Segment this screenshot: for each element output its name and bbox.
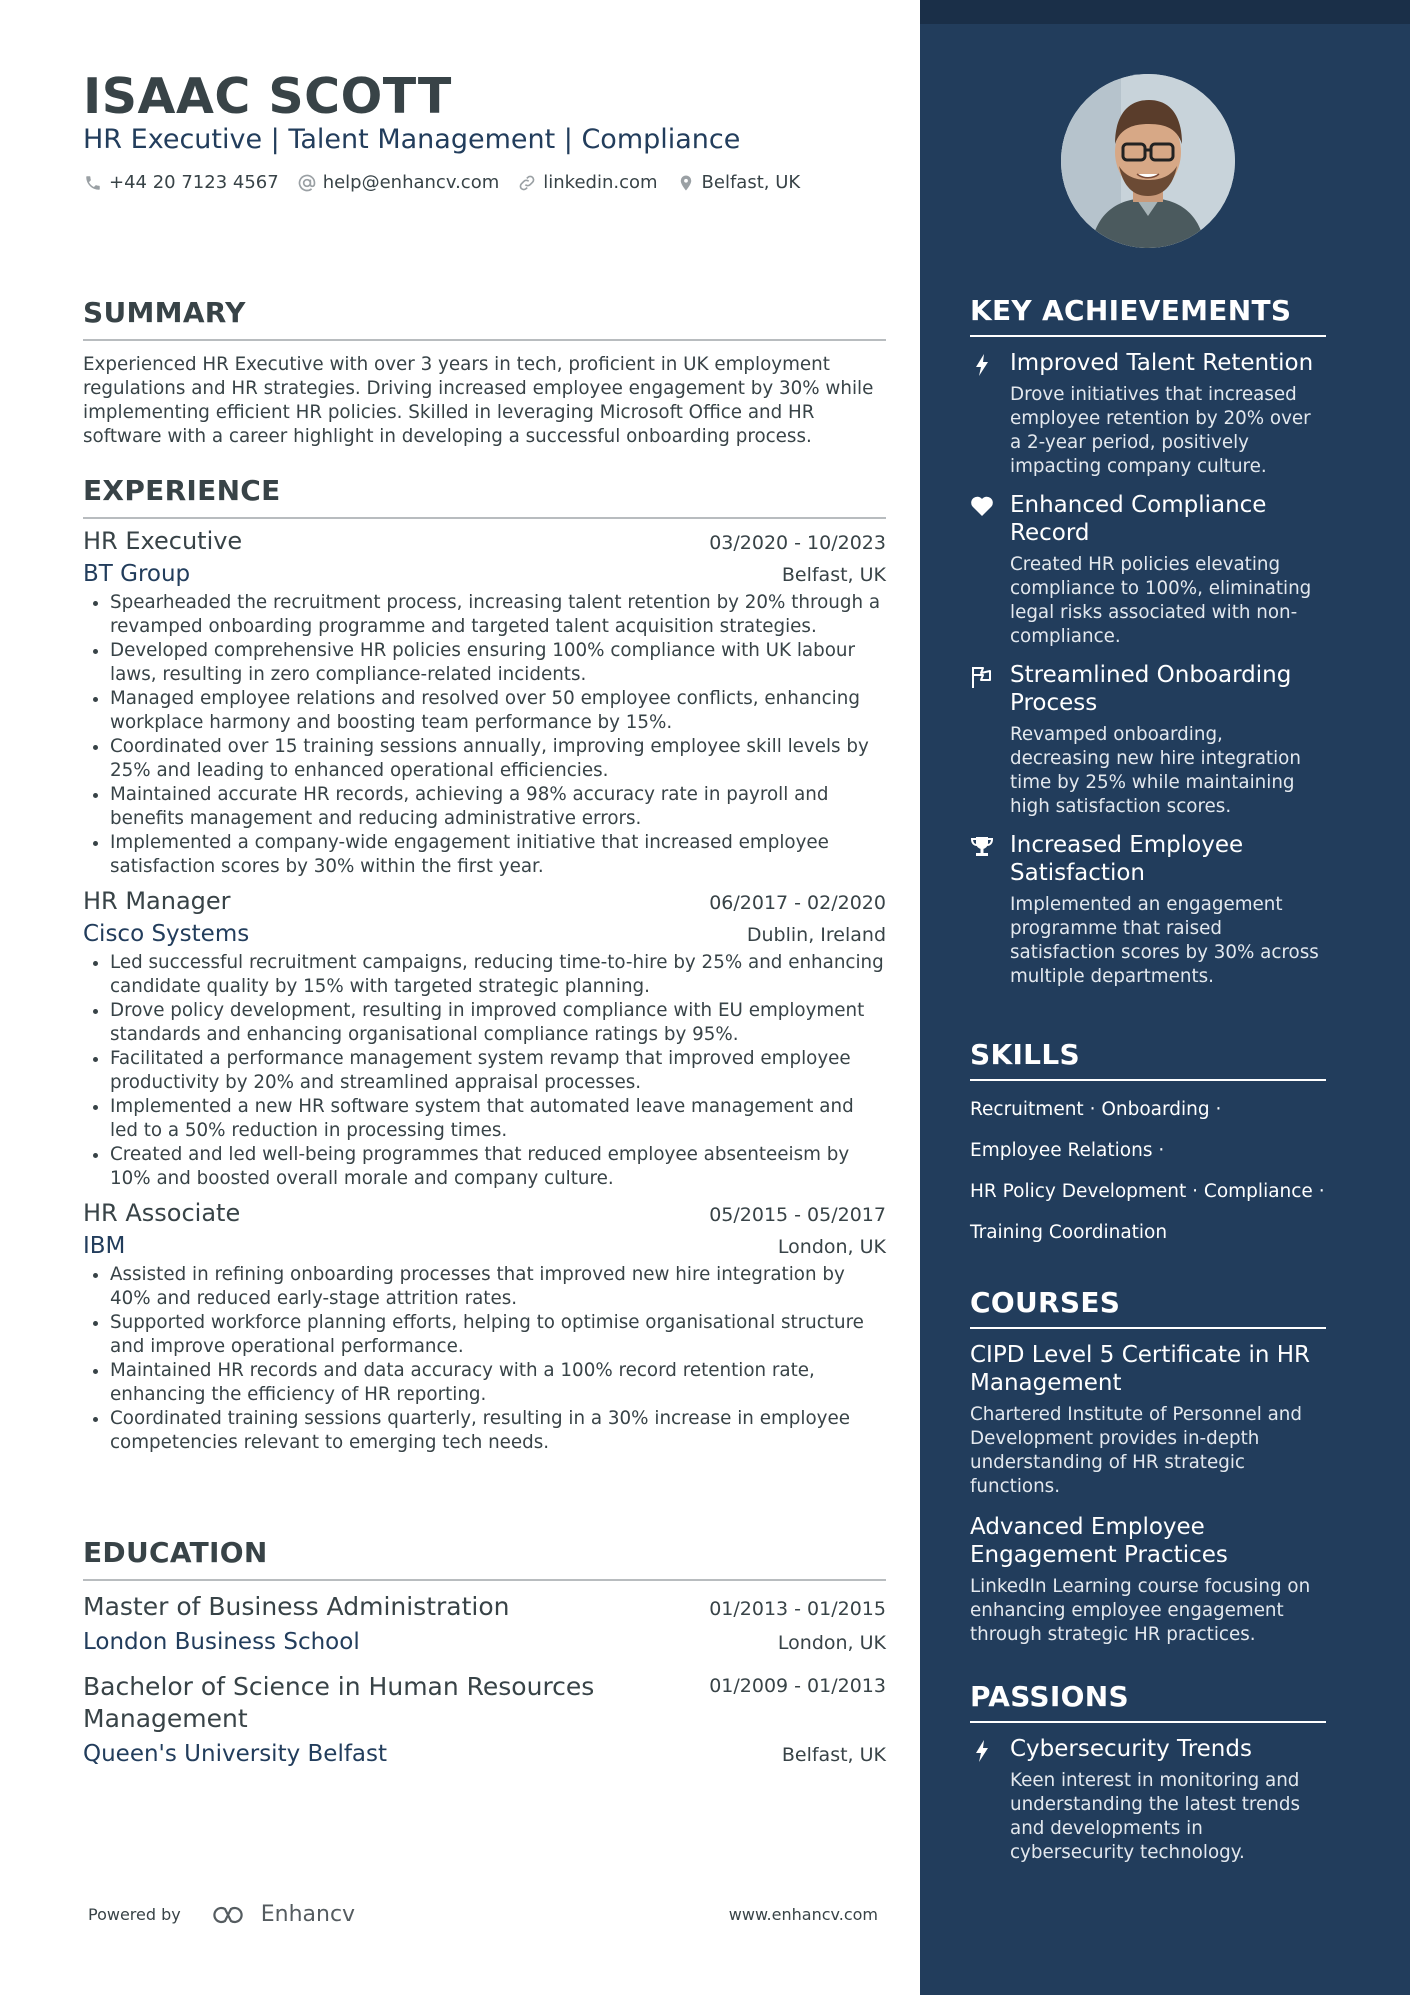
contact-email[interactable] <box>297 172 500 193</box>
edu-dates: 01/2009 - 01/2013 <box>709 1675 886 1697</box>
job-entry <box>83 887 886 1191</box>
education-title: EDUCATION <box>83 1536 886 1581</box>
bullet: • Facilitated a performance management system revamp that improved employee productivity by 20% and streamlined appraisal processes. <box>110 1047 886 1095</box>
job-location: London, UK <box>777 1236 886 1258</box>
skills-line: HR Policy Development · Compliance · <box>970 1181 1325 1202</box>
course-desc: Chartered Institute of Personnel and Development provides in-depth understanding of HR strategic functions. <box>970 1404 1302 1497</box>
bullet: • Assisted in refining onboarding processes that improved new hire integration by 40% and reduced early-stage attrition rates. <box>110 1263 886 1311</box>
education-entry <box>83 1591 886 1655</box>
job-dates: 06/2017 - 02/2020 <box>709 892 886 914</box>
course-desc: LinkedIn Learning course focusing on enhancing employee engagement through strategic HR practices. <box>970 1576 1311 1645</box>
phone-text: +44 20 7123 4567 <box>109 172 279 193</box>
contact-linkedin[interactable] <box>517 172 657 193</box>
education-section <box>83 1536 886 1767</box>
school: London Business School <box>83 1629 360 1655</box>
achievement-desc: Drove initiatives that increased employee retention by 20% over a 2-year period, positively impacting company culture. <box>1010 384 1311 477</box>
school: Queen's University Belfast <box>83 1741 388 1767</box>
powered-by <box>88 1902 355 1927</box>
course-item <box>970 1341 1326 1499</box>
courses-title: COURSES <box>970 1286 1326 1329</box>
edu-location: Belfast, UK <box>781 1744 886 1766</box>
achievement-desc: Implemented an engagement programme that raised satisfaction scores by 30% across multiple departments. <box>1010 894 1319 987</box>
job-company: IBM <box>83 1233 126 1259</box>
job-location: Belfast, UK <box>781 564 886 586</box>
achievement-title: Streamlined Onboarding Process <box>1010 662 1292 716</box>
achievements-section <box>970 294 1326 989</box>
job-company: Cisco Systems <box>83 921 250 947</box>
achievements-title: KEY ACHIEVEMENTS <box>970 294 1326 337</box>
bullet: • Implemented a company-wide engagement initiative that increased employee satisfaction scores by 30% within the first year. <box>110 831 886 879</box>
passion-title: Cybersecurity Trends <box>1010 1736 1252 1762</box>
summary-title: SUMMARY <box>83 296 886 341</box>
course-item <box>970 1513 1326 1647</box>
link-icon <box>517 173 537 193</box>
footer <box>88 1902 878 1927</box>
bullet: • Spearheaded the recruitment process, increasing talent retention by 20% through a revamped onboarding programme and targeted talent acquisition strategies. <box>110 591 886 639</box>
experience-title: EXPERIENCE <box>83 474 886 519</box>
headline: HR Executive | Talent Management | Compliance <box>83 124 741 155</box>
achievement-title: Increased Employee Satisfaction <box>1010 832 1244 886</box>
avatar <box>1061 74 1235 248</box>
job-company: BT Group <box>83 561 191 587</box>
achievement-item <box>970 491 1326 649</box>
job-entry <box>83 527 886 879</box>
bullet: • Coordinated over 15 training sessions annually, improving employee skill levels by 25% and leading to enhanced operational efficiencies. <box>110 735 886 783</box>
job-dates: 05/2015 - 05/2017 <box>709 1204 886 1226</box>
skills-section <box>970 1038 1326 1253</box>
job-bullets <box>83 591 886 879</box>
degree: Master of Business Administration <box>83 1592 510 1621</box>
bullet: • Maintained HR records and data accuracy with a 100% record retention rate, enhancing the efficiency of HR reporting. <box>110 1359 886 1407</box>
edu-dates: 01/2013 - 01/2015 <box>709 1598 886 1620</box>
bullet: • Supported workforce planning efforts, helping to optimise organisational structure and improve operational performance. <box>110 1311 886 1359</box>
course-title: CIPD Level 5 Certificate in HR Management <box>970 1342 1311 1396</box>
skills-line: Employee Relations · <box>970 1140 1165 1161</box>
achievement-desc: Created HR policies elevating compliance to 100%, eliminating legal risks associated with non-compliance. <box>1010 554 1312 647</box>
job-dates: 03/2020 - 10/2023 <box>709 532 886 554</box>
location-text: Belfast, UK <box>701 172 801 193</box>
degree: Bachelor of Science in Human Resources Management <box>83 1672 595 1733</box>
at-icon <box>297 173 317 193</box>
sidebar-top-band <box>920 0 1410 24</box>
bullet: • Led successful recruitment campaigns, reducing time-to-hire by 25% and enhancing candidate quality by 15% with targeted strategic planning. <box>110 951 886 999</box>
powered-by-label: Powered by <box>88 1905 181 1924</box>
enhancv-brand-text: Enhancv <box>260 1902 356 1927</box>
skills-list <box>970 1089 1326 1253</box>
contact-location <box>676 172 801 193</box>
passion-desc: Keen interest in monitoring and understanding the latest trends and developments in cybersecurity technology. <box>1010 1770 1300 1863</box>
job-bullets <box>83 1263 886 1455</box>
job-location: Dublin, Ireland <box>746 924 886 946</box>
summary-section <box>83 296 886 449</box>
course-title: Advanced Employee Engagement Practices <box>970 1514 1228 1568</box>
contact-phone[interactable] <box>83 172 279 193</box>
experience-section <box>83 474 886 1455</box>
linkedin-text: linkedin.com <box>543 172 658 193</box>
achievement-item <box>970 661 1326 819</box>
lightning-icon <box>970 349 994 479</box>
bullet: • Coordinated training sessions quarterly, resulting in a 30% increase in employee competencies relevant to emerging tech needs. <box>110 1407 886 1455</box>
edu-location: London, UK <box>777 1632 886 1654</box>
skills-line: Training Coordination <box>970 1222 1168 1243</box>
bullet: • Managed employee relations and resolved over 50 employee conflicts, enhancing workplace harmony and boosting team performance by 15%. <box>110 687 886 735</box>
job-role: HR Manager <box>83 887 231 915</box>
courses-section <box>970 1286 1326 1647</box>
job-role: HR Associate <box>83 1199 241 1227</box>
passion-item <box>970 1735 1326 1865</box>
trophy-icon <box>970 831 994 989</box>
location-icon <box>676 173 696 193</box>
sidebar <box>920 0 1410 1995</box>
enhancv-logo[interactable] <box>205 1902 355 1927</box>
achievement-desc: Revamped onboarding, decreasing new hire integration time by 25% while maintaining high satisfaction scores. <box>1010 724 1301 817</box>
job-entry <box>83 1199 886 1455</box>
candidate-name: ISAAC SCOTT <box>83 68 452 125</box>
bullet: • Drove policy development, resulting in improved compliance with EU employment standards and enhancing organisational compliance ratings by 95%. <box>110 999 886 1047</box>
skills-title: SKILLS <box>970 1038 1326 1081</box>
job-bullets <box>83 951 886 1191</box>
summary-text: Experienced HR Executive with over 3 years in tech, proficient in UK employment regulations and HR strategies. Driving increased employee engagement by 30% while implementing efficient HR policies. Skilled in leveraging Microsoft Office and HR software with a career highlight in developing a successful onboarding process. <box>83 354 874 447</box>
lightning-icon <box>970 1735 994 1865</box>
bullet: • Implemented a new HR software system that automated leave management and led to a 50% reduction in processing times. <box>110 1095 886 1143</box>
skills-line: Recruitment · Onboarding · <box>970 1099 1222 1120</box>
website-link[interactable]: www.enhancv.com <box>728 1905 878 1924</box>
bullet: • Created and led well-being programmes that reduced employee absenteeism by 10% and boosted overall morale and company culture. <box>110 1143 886 1191</box>
enhancv-logo-icon <box>205 1903 251 1927</box>
bullet: • Maintained accurate HR records, achieving a 98% accuracy rate in payroll and benefits management and reducing administrative errors. <box>110 783 886 831</box>
achievement-item <box>970 831 1326 989</box>
passions-section <box>970 1680 1326 1865</box>
contact-bar <box>83 172 800 193</box>
passions-title: PASSIONS <box>970 1680 1326 1723</box>
email-text: help@enhancv.com <box>322 172 500 193</box>
phone-icon <box>83 173 103 193</box>
achievement-title: Enhanced Compliance Record <box>1010 492 1267 546</box>
bullet: • Developed comprehensive HR policies ensuring 100% compliance with UK labour laws, resulting in zero compliance-related incidents. <box>110 639 886 687</box>
achievement-title: Improved Talent Retention <box>1010 350 1314 376</box>
flag-icon <box>970 661 994 819</box>
job-role: HR Executive <box>83 527 243 555</box>
heart-icon <box>970 491 994 649</box>
education-entry <box>83 1671 886 1767</box>
achievement-item <box>970 349 1326 479</box>
